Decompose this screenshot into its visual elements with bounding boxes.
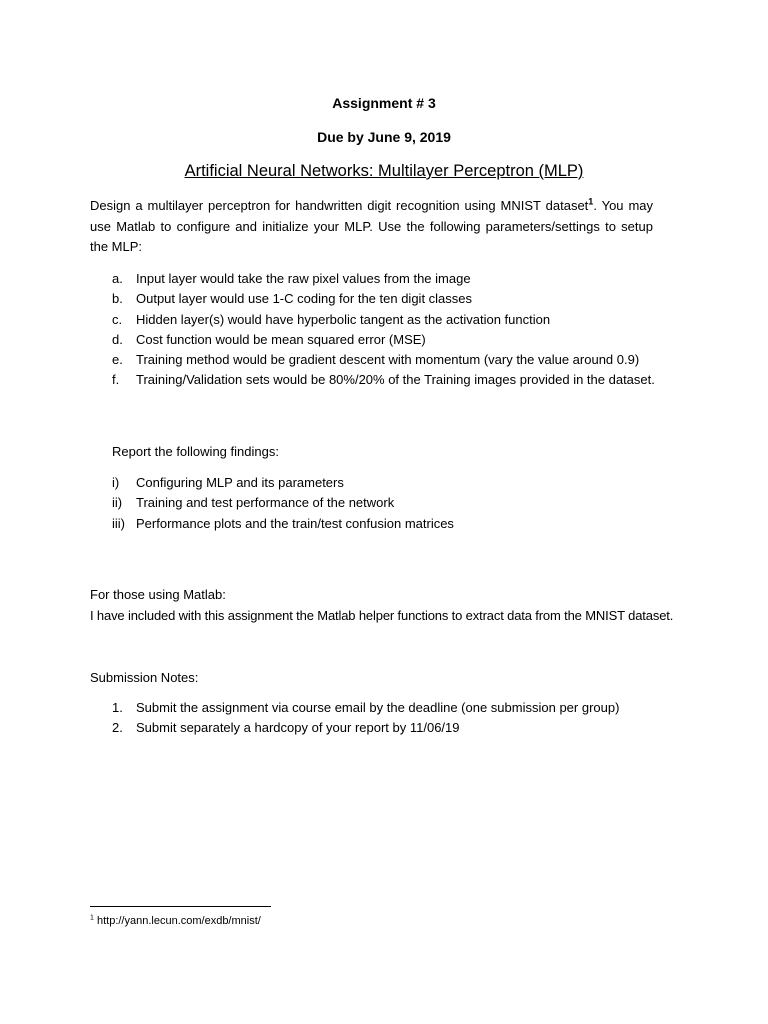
submission-heading: Submission Notes: [90, 670, 199, 685]
list-marker: iii) [112, 515, 125, 531]
list-item-text: Performance plots and the train/test confusion matrices [136, 515, 454, 531]
matlab-heading: For those using Matlab: [90, 587, 226, 602]
footnote [90, 913, 261, 929]
list-marker: ii) [112, 495, 123, 511]
intro-text-end: . You may use Matlab to configure and initialize your MLP. Use the following parameters/settings to setup the MLP: [90, 198, 653, 254]
list-item-text: Training method would be gradient descent with momentum (vary the value around 0.9) [136, 352, 640, 368]
list-item [112, 493, 656, 513]
list-marker: a. [112, 271, 123, 286]
list-marker: i) [112, 475, 120, 490]
list-marker: b. [112, 291, 123, 307]
footnote-reference: 1 [588, 196, 594, 207]
list-marker: 2. [112, 720, 123, 736]
list-item-text: Submit separately a hardcopy of your report by 11/06/19 [136, 720, 460, 736]
submission-list [112, 698, 656, 739]
list-marker: f. [112, 372, 120, 388]
footnote-mark: 1 [90, 914, 94, 922]
footnote-separator [90, 906, 271, 907]
list-item [112, 718, 656, 738]
assignment-heading: Assignment # 3 [332, 95, 436, 111]
intro-text-start: Design a multilayer perceptron for handwritten digit recognition using MNIST dataset [90, 198, 589, 213]
intro-paragraph [90, 196, 653, 258]
list-marker: 1. [112, 700, 123, 715]
list-item [112, 370, 656, 390]
assignment-title: Artificial Neural Networks: Multilayer Perceptron (MLP) [184, 162, 584, 180]
list-item-text: Cost function would be mean squared error (MSE) [136, 331, 426, 347]
list-item-text: Output layer would use 1-C coding for the ten digit classes [136, 291, 473, 307]
list-item-text: Hidden layer(s) would have hyperbolic tangent as the activation function [136, 311, 551, 327]
settings-list [112, 269, 656, 391]
list-item-text: Training/Validation sets would be 80%/20% of the Training images provided in the dataset. [136, 372, 655, 388]
findings-list [112, 473, 656, 534]
list-item-text: Training and test performance of the network [136, 495, 395, 511]
due-date: Due by June 9, 2019 [317, 129, 451, 145]
matlab-note: I have included with this assignment the Matlab helper functions to extract data from the MNIST dataset. [90, 608, 674, 623]
list-item [112, 330, 656, 350]
list-item [112, 310, 656, 330]
list-item [112, 514, 656, 534]
list-marker: d. [112, 331, 123, 347]
list-item-text: Configuring MLP and its parameters [136, 475, 344, 490]
list-marker: e. [112, 352, 123, 368]
findings-heading: Report the following findings: [112, 444, 279, 459]
list-item-text: Submit the assignment via course email by the deadline (one submission per group) [136, 700, 620, 715]
list-item [112, 698, 656, 718]
list-item-text: Input layer would take the raw pixel values from the image [136, 271, 471, 286]
list-item [112, 350, 656, 370]
list-item [112, 269, 656, 289]
list-item [112, 473, 656, 493]
list-marker: c. [112, 311, 123, 327]
footnote-link: http://yann.lecun.com/exdb/mnist/ [96, 915, 261, 927]
list-item [112, 289, 656, 309]
